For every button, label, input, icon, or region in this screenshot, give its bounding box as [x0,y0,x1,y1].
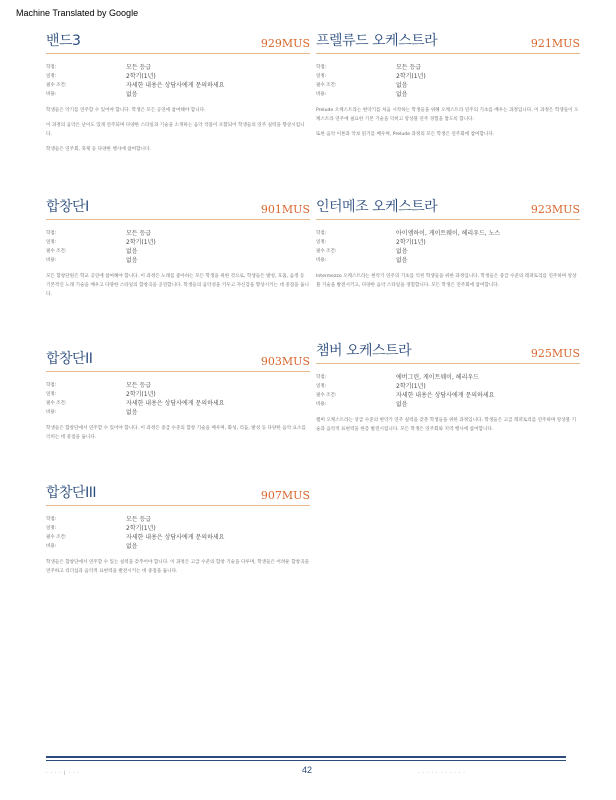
time-value: 2학기(1년) [396,239,426,246]
fee-label: 비용: [316,257,327,263]
course-title: 프렐류드 오케스트라 [316,33,438,49]
level-label: 필수 조건: [316,392,337,398]
fee-label: 비용: [46,91,57,97]
course-code: 929MUS [260,37,310,50]
course-code: 903MUS [260,355,310,368]
credit-label: 학점: [46,382,57,388]
footer-rule [46,756,566,761]
course-header [316,33,580,54]
time-label: 일정: [46,391,57,397]
course-title: 합창단III [46,485,96,501]
course-description [316,106,580,139]
time-label: 일정: [316,239,327,245]
description-paragraph: 모든 합창단원은 학교 공연에 참여해야 합니다. 이 과정은 노래를 좋아하는 모든 학생을 위한 것으로, 학생들은 발성, 호흡, 음정 등 기본적인 노래 기술을 배우고 다양한 스타일의 합창곡을 공연합니다. 학생들의 음악성을 키우고 자신감을 향상시키는 데 중점을 둡니다. [46,274,309,297]
time-label: 일정: [46,239,57,245]
time-label: 일정: [46,73,57,79]
credit-value: 모든 등급 [126,382,152,389]
course-description [46,106,310,154]
level-value: 자세한 내용은 상담사에게 문의하세요 [396,392,495,399]
level-label: 필수 조건: [46,400,67,406]
course-code: 925MUS [530,347,580,360]
course-prelude-orchestra [316,33,580,145]
course-meta [46,514,310,550]
time-label: 일정: [316,383,327,389]
fee-label: 비용: [316,91,327,97]
course-header [46,485,310,506]
footer-rule-thin [46,760,566,761]
course-code: 923MUS [530,203,580,216]
credit-label: 학점: [46,516,57,522]
fee-value: 없음 [126,257,138,264]
level-label: 필수 조건: [316,248,337,254]
level-value: 자세한 내용은 상담사에게 문의하세요 [126,400,225,407]
credit-label: 학점: [316,64,327,70]
course-description [46,558,310,576]
credit-label: 학점: [316,374,327,380]
course-header [316,199,580,220]
time-value: 2학기(1년) [396,73,426,80]
fee-value: 없음 [126,91,138,98]
fee-label: 비용: [46,409,57,415]
footer-right-text: · · · · · · · · · · · [418,770,466,775]
course-code: 921MUS [530,37,580,50]
footer-rule-thick [46,756,566,758]
level-label: 필수 조건: [46,248,67,254]
level-label: 필수 조건: [316,82,337,88]
course-band3 [46,33,310,160]
course-choir3 [46,485,310,582]
course-meta [316,372,580,408]
level-value: 없음 [396,82,408,89]
time-value: 2학기(1년) [396,383,426,390]
page-number: 42 [302,765,313,775]
course-meta [46,62,310,98]
credit-label: 학점: [316,230,327,236]
course-title: 챔버 오케스트라 [316,343,412,359]
credit-value: 모든 등급 [126,230,152,237]
fee-value: 없음 [396,91,408,98]
level-value: 자세한 내용은 상담사에게 문의하세요 [126,82,225,89]
course-code: 901MUS [260,203,310,216]
time-value: 2학기(1년) [126,73,156,80]
time-value: 2학기(1년) [126,239,156,246]
credit-value: 에버그린, 게이트웨이, 헤리우드 [396,374,479,381]
credit-label: 학점: [46,64,57,70]
course-meta [316,228,580,264]
level-value: 없음 [396,248,408,255]
course-meta [316,62,580,98]
course-code: 907MUS [260,489,310,502]
footer-left-text: · · · · | · · · [46,770,81,775]
fee-value: 없음 [126,409,138,416]
course-header [46,351,310,372]
course-header [46,199,310,220]
course-meta [46,228,310,264]
description-paragraph: 학생들은 합창단에서 연주할 수 있어야 합니다. 이 과정은 중급 수준의 합창 기술을 배우며, 화성, 리듬, 발성 등 다양한 음악 요소를 익히는 데 중점을 둡니다. [46,426,306,440]
course-title: 합창단II [46,351,93,367]
time-value: 2학기(1년) [126,391,156,398]
fee-label: 비용: [46,543,57,549]
fee-label: 비용: [316,401,327,407]
fee-value: 없음 [396,401,408,408]
time-label: 일정: [316,73,327,79]
description-paragraph: 또한 음악 이론과 악보 읽기를 배우며, Prelude 과정의 모든 학생은 연주회에 참여합니다. [316,132,495,137]
credit-value: 모든 등급 [126,64,152,71]
course-description [46,424,310,442]
course-choir1 [46,199,310,305]
description-paragraph: Intermezzo 오케스트라는 현악기 연주의 기초를 익힌 학생들을 위한 과정입니다. 학생들은 중급 수준의 레퍼토리를 연주하며 앙상블 기술을 발전시키고, 다양한 음악 스타일을 경험합니다. 모든 학생은 연주회에 참여합니다. [316,274,577,288]
credit-value: 모든 등급 [396,64,422,71]
description-paragraph: 챔버 오케스트라는 상급 수준의 현악기 연주 실력을 갖춘 학생들을 위한 과정입니다. 학생들은 고급 레퍼토리를 연주하며 앙상블 기술과 음악적 표현력을 한층 발전시킵니다. 모든 학생은 연주회와 지역 행사에 참여합니다. [316,418,577,432]
course-title: 밴드3 [46,33,81,49]
course-choir2 [46,351,310,448]
course-meta [46,380,310,416]
fee-value: 없음 [126,543,138,550]
description-paragraph: 학생들은 악기를 연주할 수 있어야 합니다. 학생은 모든 공연에 참여해야 합니다. [46,108,206,113]
credit-value: 모든 등급 [126,516,152,523]
credit-value: 아이엠하이, 게이트웨이, 헤리우드, 노스 [396,230,501,237]
course-description [316,416,580,434]
description-paragraph: 학생들은 합창단에서 연주할 수 있는 실력을 갖추어야 합니다. 이 과정은 고급 수준의 합창 기술을 다루며, 학생들은 어려운 합창곡을 연주하고 리더십과 음악적 표현력을 발전시키는 데 중점을 둡니다. [46,560,309,574]
course-header [316,343,580,364]
course-chamber-orchestra [316,343,580,440]
course-title: 인터메조 오케스트라 [316,199,438,215]
level-label: 필수 조건: [46,82,67,88]
fee-label: 비용: [46,257,57,263]
description-paragraph: Prelude 오케스트라는 현악기를 처음 시작하는 학생들을 위해 오케스트라 연주의 기초를 배우는 과정입니다. 이 과정은 학생들이 오케스트라 연주에 필요한 기본 기술을 익히고 앙상블 연주 경험을 쌓도록 합니다. [316,108,579,122]
description-paragraph: 이 과정의 음악은 난이도 있게 연주되며 다양한 스타일과 기술을 소개하는 음악 작품이 포함되어 학생들의 연주 실력을 향상시킵니다. [46,123,305,137]
credit-label: 학점: [46,230,57,236]
course-intermezzo-orchestra [316,199,580,296]
level-label: 필수 조건: [46,534,67,540]
level-value: 자세한 내용은 상담사에게 문의하세요 [126,534,225,541]
time-label: 일정: [46,525,57,531]
description-paragraph: 학생들은 연주회, 축제 등 다양한 행사에 참여합니다. [46,147,151,152]
machine-translated-banner: Machine Translated by Google [16,8,139,18]
course-header [46,33,310,54]
course-title: 합창단I [46,199,89,215]
fee-value: 없음 [396,257,408,264]
course-description [46,272,310,299]
time-value: 2학기(1년) [126,525,156,532]
level-value: 없음 [126,248,138,255]
course-description [316,272,580,290]
